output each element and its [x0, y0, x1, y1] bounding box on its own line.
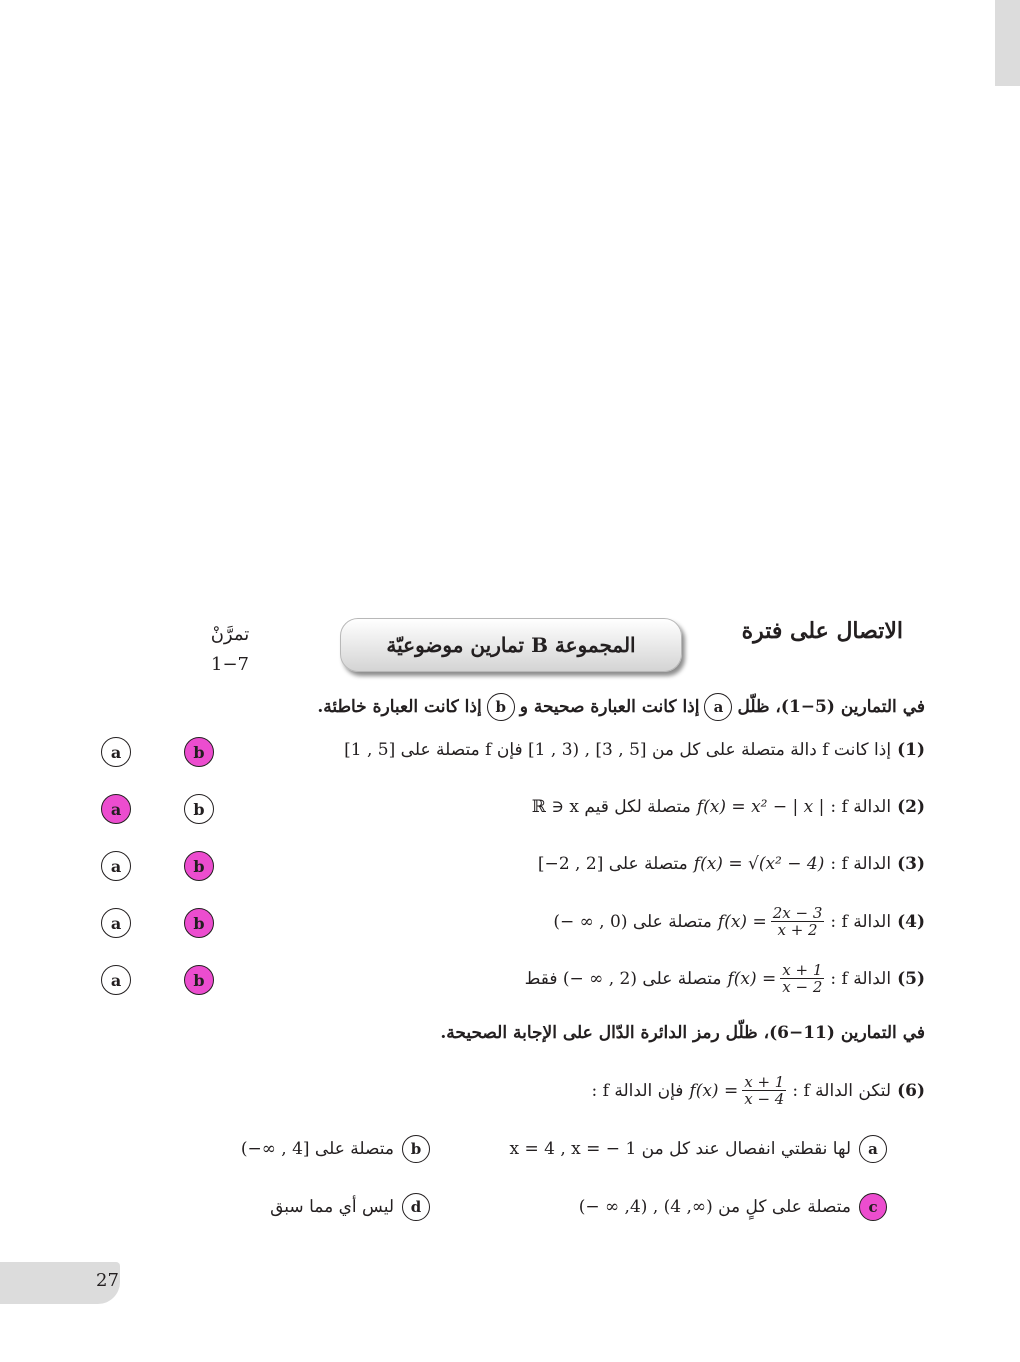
q6-choice-a[interactable]: a: [859, 1135, 887, 1163]
choice-b-sample: b: [487, 693, 515, 721]
choice-a-sample: a: [704, 693, 732, 721]
q6-choice-b[interactable]: b: [402, 1135, 430, 1163]
q6-option-c[interactable]: [579, 1193, 887, 1221]
denominator: x − 2: [782, 978, 823, 996]
question-2: [532, 797, 925, 817]
question-number: (5): [897, 968, 925, 989]
instruction-2: في التمارين (11−6)، ظلّل رمز الدائرة الدّال على الإجابة الصحيحة.: [440, 1023, 925, 1043]
question-formula: [727, 962, 824, 995]
formula-lhs: f(x) =: [689, 1080, 739, 1101]
question-pre: الدالة f :: [830, 797, 892, 817]
exercise-word: تمرَّنْ: [210, 624, 250, 645]
question-formula: f(x) = √(x² − 4): [693, 854, 825, 874]
option-text: لها نقطتي انفصال عند كل من x = 4 , x = − 1: [509, 1139, 851, 1159]
q1-choice-a[interactable]: a: [101, 737, 131, 767]
question-formula: [718, 905, 824, 938]
exercise-number: 1−7: [211, 654, 249, 675]
fraction: [742, 1074, 786, 1107]
instruction-1: [317, 693, 925, 721]
question-formula: [689, 1074, 786, 1107]
question-pre: الدالة f :: [830, 968, 892, 989]
q4-choice-a[interactable]: a: [101, 908, 131, 938]
formula-lhs: f(x) =: [717, 911, 767, 932]
q6-choice-d[interactable]: d: [402, 1193, 430, 1221]
option-text: متصلة على كلٍ من (∞, 4) , (4, ∞ −): [578, 1197, 851, 1217]
group-label: المجموعة B تمارين موضوعيّة: [386, 633, 636, 657]
q3-choice-a[interactable]: a: [101, 851, 131, 881]
question-text: إذا كانت f دالة متصلة على كل من [5 , 3] , (3 , 1] فإن f متصلة على [5 , 1]: [344, 740, 892, 760]
q6-option-b[interactable]: [241, 1135, 430, 1163]
question-post: متصلة لكل قيم ℝ ∋ x: [531, 797, 691, 817]
instruction-1-post: إذا كانت العبارة خاطئة.: [317, 697, 482, 717]
q5-choice-a[interactable]: a: [101, 965, 131, 995]
question-pre: الدالة f :: [830, 854, 892, 874]
fraction: [780, 962, 824, 995]
option-text: ليس أي مما سبق: [270, 1197, 394, 1217]
question-post: متصلة على (0 , ∞ −): [553, 911, 712, 932]
chapter-tab: [995, 0, 1020, 86]
formula-lhs: f(x) =: [727, 968, 777, 989]
q6-choice-c[interactable]: c: [859, 1193, 887, 1221]
question-1: [344, 740, 925, 760]
question-post: فإن الدالة f :: [591, 1080, 684, 1101]
question-formula: f(x) = x² − | x |: [696, 797, 825, 817]
q5-choice-b[interactable]: b: [184, 965, 214, 995]
question-number: (2): [897, 797, 925, 817]
question-number: (1): [897, 740, 925, 760]
numerator: 2x − 3: [772, 904, 823, 922]
q6-option-d[interactable]: [270, 1193, 430, 1221]
exercise-ref: [200, 620, 260, 680]
group-label-pill: [340, 618, 682, 672]
question-number: (6): [897, 1080, 925, 1101]
q2-choice-a[interactable]: a: [101, 794, 131, 824]
fraction: [771, 905, 825, 938]
instruction-1-pre: في التمارين (5−1)، ظلّل: [737, 697, 925, 717]
numerator: x + 1: [744, 1073, 785, 1091]
question-number: (4): [897, 911, 925, 932]
q3-choice-b[interactable]: b: [184, 851, 214, 881]
question-pre: الدالة f :: [830, 911, 892, 932]
question-4: [553, 905, 925, 938]
q1-choice-b[interactable]: b: [184, 737, 214, 767]
denominator: x − 4: [744, 1090, 785, 1108]
instruction-1-mid: إذا كانت العبارة صحيحة و: [519, 697, 700, 717]
question-6: [592, 1074, 925, 1107]
numerator: x + 1: [782, 961, 823, 979]
question-number: (3): [897, 854, 925, 874]
question-pre: لتكن الدالة f :: [792, 1080, 892, 1101]
denominator: x + 2: [777, 921, 818, 939]
page-number: 27: [96, 1270, 119, 1291]
q4-choice-b[interactable]: b: [184, 908, 214, 938]
question-3: [538, 854, 925, 874]
q2-choice-b[interactable]: b: [184, 794, 214, 824]
section-title: الاتصال على فترة: [741, 618, 903, 644]
q6-option-a[interactable]: [509, 1135, 887, 1163]
question-post: متصلة على (2 , ∞ −) فقط: [524, 968, 722, 989]
option-text: متصلة على [4 , ∞−): [240, 1139, 394, 1159]
question-post: متصلة على [2 , 2−]: [537, 854, 688, 874]
question-5: [525, 962, 925, 995]
